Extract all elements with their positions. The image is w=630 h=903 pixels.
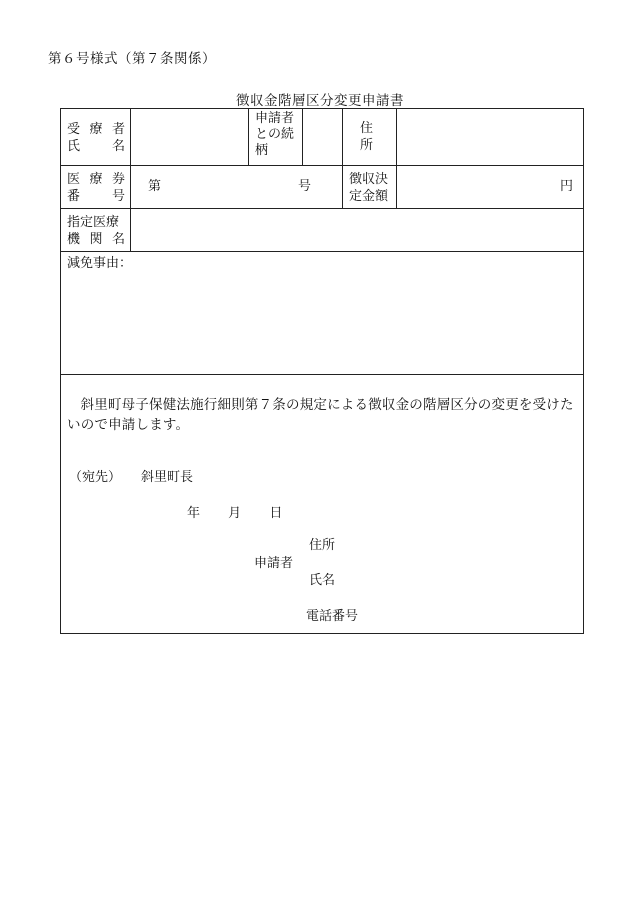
certificate-number-label: 医 療 券 番 号 xyxy=(61,166,131,209)
month-label: 月 xyxy=(228,506,242,521)
relation-field[interactable] xyxy=(303,109,343,166)
table-row-certificate xyxy=(61,166,584,209)
applicant-address-label[interactable]: 住所 xyxy=(309,538,336,553)
address-label: 住 所 xyxy=(343,109,397,166)
applicant-label: 申請者 xyxy=(254,556,294,571)
fee-amount-label: 徴収決 定金額 xyxy=(343,166,397,209)
day-label: 日 xyxy=(269,506,283,521)
addressee: （宛先） 斜里町長 xyxy=(69,470,194,485)
relation-label: 申請者 との続 柄 xyxy=(249,109,303,166)
institution-label: 指定医療 機 関 名 xyxy=(61,209,131,252)
certificate-dai-text: 第 xyxy=(148,179,162,194)
applicant-phone-label[interactable]: 電話番号 xyxy=(306,609,359,624)
patient-name-label: 受 療 者 氏 名 xyxy=(61,109,131,166)
document-title: 徴収金階層区分変更申請書 xyxy=(236,93,404,109)
patient-name-field[interactable] xyxy=(131,109,249,166)
reduction-reason-label: 減免事由： xyxy=(67,256,133,271)
certificate-number-field[interactable] xyxy=(131,166,343,209)
application-table xyxy=(60,108,584,634)
reduction-reason-field[interactable] xyxy=(61,252,584,375)
form-number: 第６号様式（第７条関係） xyxy=(48,51,216,67)
yen-unit: 円 xyxy=(559,179,573,194)
statement-cell xyxy=(61,375,584,634)
table-row-institution xyxy=(61,209,584,252)
institution-field[interactable] xyxy=(131,209,584,252)
mayor-title: 斜里町長 xyxy=(141,470,194,485)
applicant-name-label[interactable]: 氏名 xyxy=(309,573,336,588)
fee-amount-field[interactable] xyxy=(397,166,584,209)
table-row-statement xyxy=(61,375,584,634)
table-row-patient xyxy=(61,109,584,166)
address-field[interactable] xyxy=(397,109,584,166)
table-row-reason xyxy=(61,252,584,375)
application-statement: 斜里町母子保健法施行細則第７条の規定による徴収金の階層区分の変更を受けたいので申請します。 xyxy=(67,397,574,433)
date-line[interactable] xyxy=(187,505,306,522)
certificate-go-text: 号 xyxy=(298,179,312,194)
year-label: 年 xyxy=(187,506,201,521)
